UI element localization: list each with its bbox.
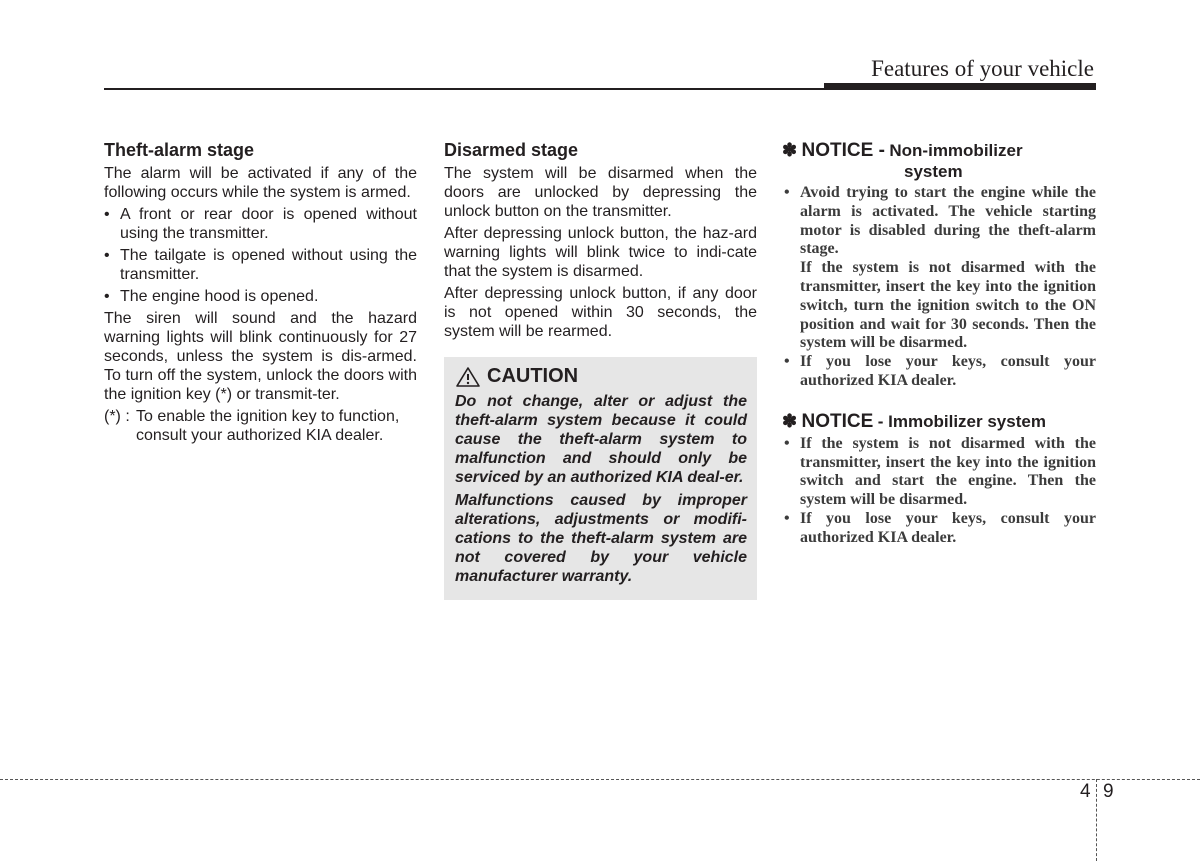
notice-star-icon: ✽ <box>782 410 798 431</box>
warning-triangle-icon <box>455 366 481 388</box>
footnote-text: To enable the ignition key to function, consult your authorized KIA dealer. <box>136 408 400 444</box>
list-item: • If you lose your keys, consult your authorized KIA dealer. <box>784 353 1096 389</box>
notice-immobilizer-heading <box>782 411 1096 433</box>
caution-header <box>455 365 747 388</box>
footer-divider <box>0 779 1200 780</box>
list-item: • If you lose your keys, consult your authorized KIA dealer. <box>784 509 1096 546</box>
caution-paragraph-2: Malfunctions caused by improper alterations, adjustments or modifi-cations to the theft-alarm system are not covered by your vehicle manufacturer warranty. <box>455 492 747 585</box>
notice-immobilizer-list <box>782 435 1096 548</box>
theft-alarm-intro: The alarm will be activated if any of the following occurs while the system is armed. <box>104 165 417 201</box>
ignition-key-footnote <box>104 407 417 445</box>
theft-alarm-heading: Theft-alarm stage <box>104 140 255 160</box>
footer-vertical-divider <box>1096 779 1097 861</box>
disarmed-heading: Disarmed stage <box>444 140 579 160</box>
list-item: • A front or rear door is opened without using the transmitter. <box>104 206 417 242</box>
notice-subtitle: - Immobilizer system <box>877 411 1046 431</box>
header-rule <box>104 88 824 90</box>
notice-non-immobilizer-heading <box>782 140 1096 182</box>
list-item: • The tailgate is opened without using the transmitter. <box>104 247 417 283</box>
page-header-title: Features of your vehicle <box>871 56 1094 81</box>
footnote-mark: (*) : <box>104 408 130 425</box>
disarmed-paragraph-2: After depressing unlock button, the haz-ard warning lights will blink twice to indi-cate that the system is disarmed. <box>444 225 757 280</box>
caution-title: CAUTION <box>487 365 579 387</box>
list-item: • The engine hood is opened. <box>104 288 319 305</box>
disarmed-column <box>444 140 757 600</box>
notice-star-icon: ✽ <box>782 140 798 160</box>
header-rule-accent <box>824 83 1096 90</box>
section-number: 4 <box>1080 781 1091 802</box>
theft-alarm-paragraph: The siren will sound and the hazard warning lights will blink continuously for 27 seconds, unless the system is dis-armed. To turn off the system, unlock the doors with the ignition key (*) or transmit-ter. <box>104 310 417 403</box>
notice-extra-paragraph: If the system is not disarmed with the transmitter, insert the key into the ignition switch, turn the ignition switch to the ON position and wait for 30 seconds. Then the system will be disarmed. <box>800 259 1096 352</box>
theft-alarm-column <box>104 140 417 445</box>
caution-paragraph-1: Do not change, alter or adjust the theft-alarm system because it could cause the theft-alarm system to malfunction and should only be serviced by an authorized KIA deal-er. <box>455 393 747 486</box>
list-item: • If the system is not disarmed with the transmitter, insert the key into the ignition switch and start the engine. Then the system will be disarmed. <box>784 434 1096 509</box>
disarmed-paragraph-3: After depressing unlock button, if any door is not opened within 30 seconds, the system will be rearmed. <box>444 285 757 340</box>
notice-column <box>782 140 1096 568</box>
notice-non-immobilizer-list <box>782 184 1096 391</box>
notice-label: NOTICE - <box>801 140 885 161</box>
notice-label: NOTICE <box>801 410 874 432</box>
page-number: 9 <box>1103 781 1114 802</box>
theft-alarm-bullets <box>104 205 417 306</box>
notice-subtitle-cont: system <box>904 162 963 181</box>
list-item: • Avoid trying to start the engine while the alarm is activated. The vehicle starting motor is disabled during the theft-alarm stage. If the system is not disarmed with the transmitter, insert the key into the ignition switch, turn the ignition switch to the ON position and wait for 30 seconds. Then the system will be disarmed. <box>784 184 1096 352</box>
notice-subtitle: Non-immobilizer <box>889 141 1023 160</box>
disarmed-paragraph-1: The system will be disarmed when the doors are unlocked by depressing the unlock button on the transmitter. <box>444 165 757 220</box>
caution-box <box>444 357 757 600</box>
